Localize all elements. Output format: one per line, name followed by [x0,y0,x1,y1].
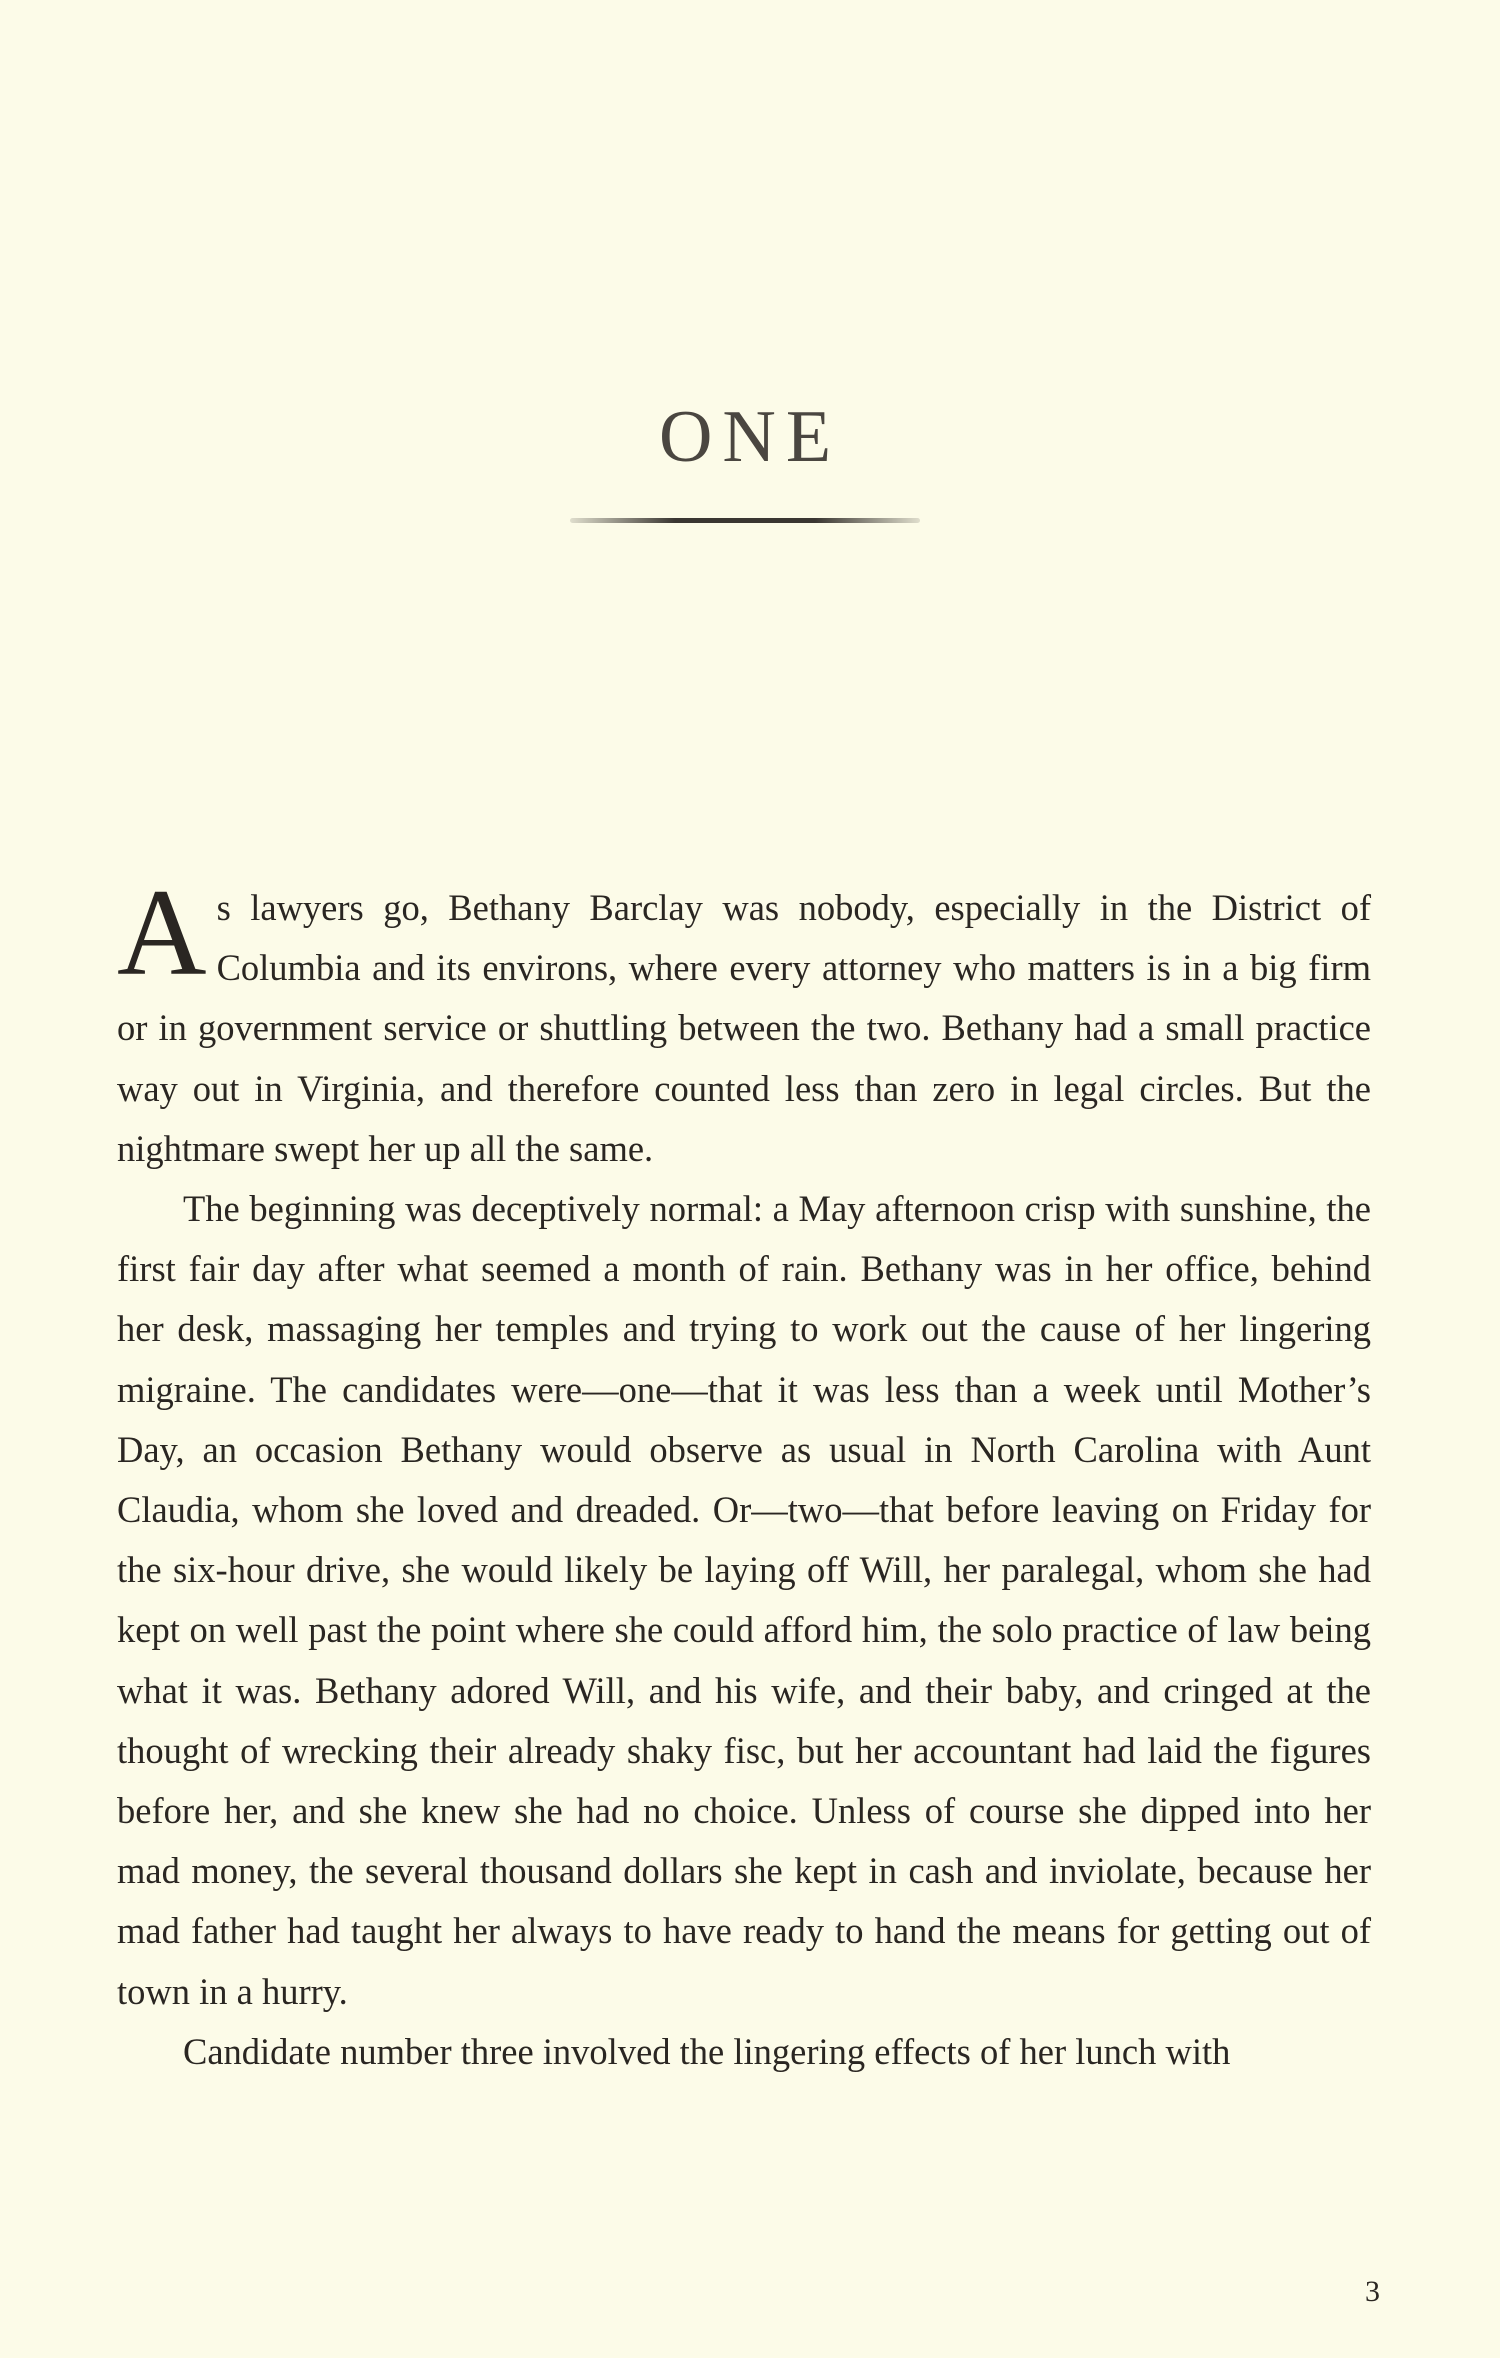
paragraph-1 [117,864,1371,1179]
drop-cap: A [117,864,207,1001]
chapter-title: ONE [658,396,842,478]
chapter-title-rule [570,518,920,523]
paragraph-3: Candidate number three involved the lingering effects of her lunch with [183,2030,1231,2072]
paragraph-1-text: s lawyers go, Bethany Barclay was nobody, especially in the District of Columbia and its environs, where every attorney who matters is in a big firm or in government service or shuttling between the two. Bethany had a small practice way out in Virginia, and therefore counted less than zero in legal circles. But the nightmare swept her up all the same. [117,887,1371,1169]
body-text [117,864,1371,2082]
page-number: 3 [1365,2275,1380,2308]
paragraph-2: The beginning was deceptively normal: a May afternoon crisp with sunshine, the first fair day after what seemed a month of rain. Bethany was in her office, behind her desk, massaging her temples and trying to work out the cause of her lingering migraine. The candidates were—one—that it was less than a week until Mother’s Day, an occasion Bethany would observe as usual in North Carolina with Aunt Claudia, whom she loved and dreaded. Or—two—that before leaving on Friday for the six-hour drive, she would likely be laying off Will, her paralegal, whom she had kept on well past the point where she could afford him, the solo practice of law being what it was. Bethany adored Will, and his wife, and their baby, and cringed at the thought of wrecking their already shaky fisc, but her accountant had laid the figures before her, and she knew she had no choice. Unless of course she dipped into her mad money, the several thousand dollars she kept in cash and inviolate, because her mad father had taught her always to have ready to hand the means for getting out of town in a hurry. [117,1188,1371,2012]
